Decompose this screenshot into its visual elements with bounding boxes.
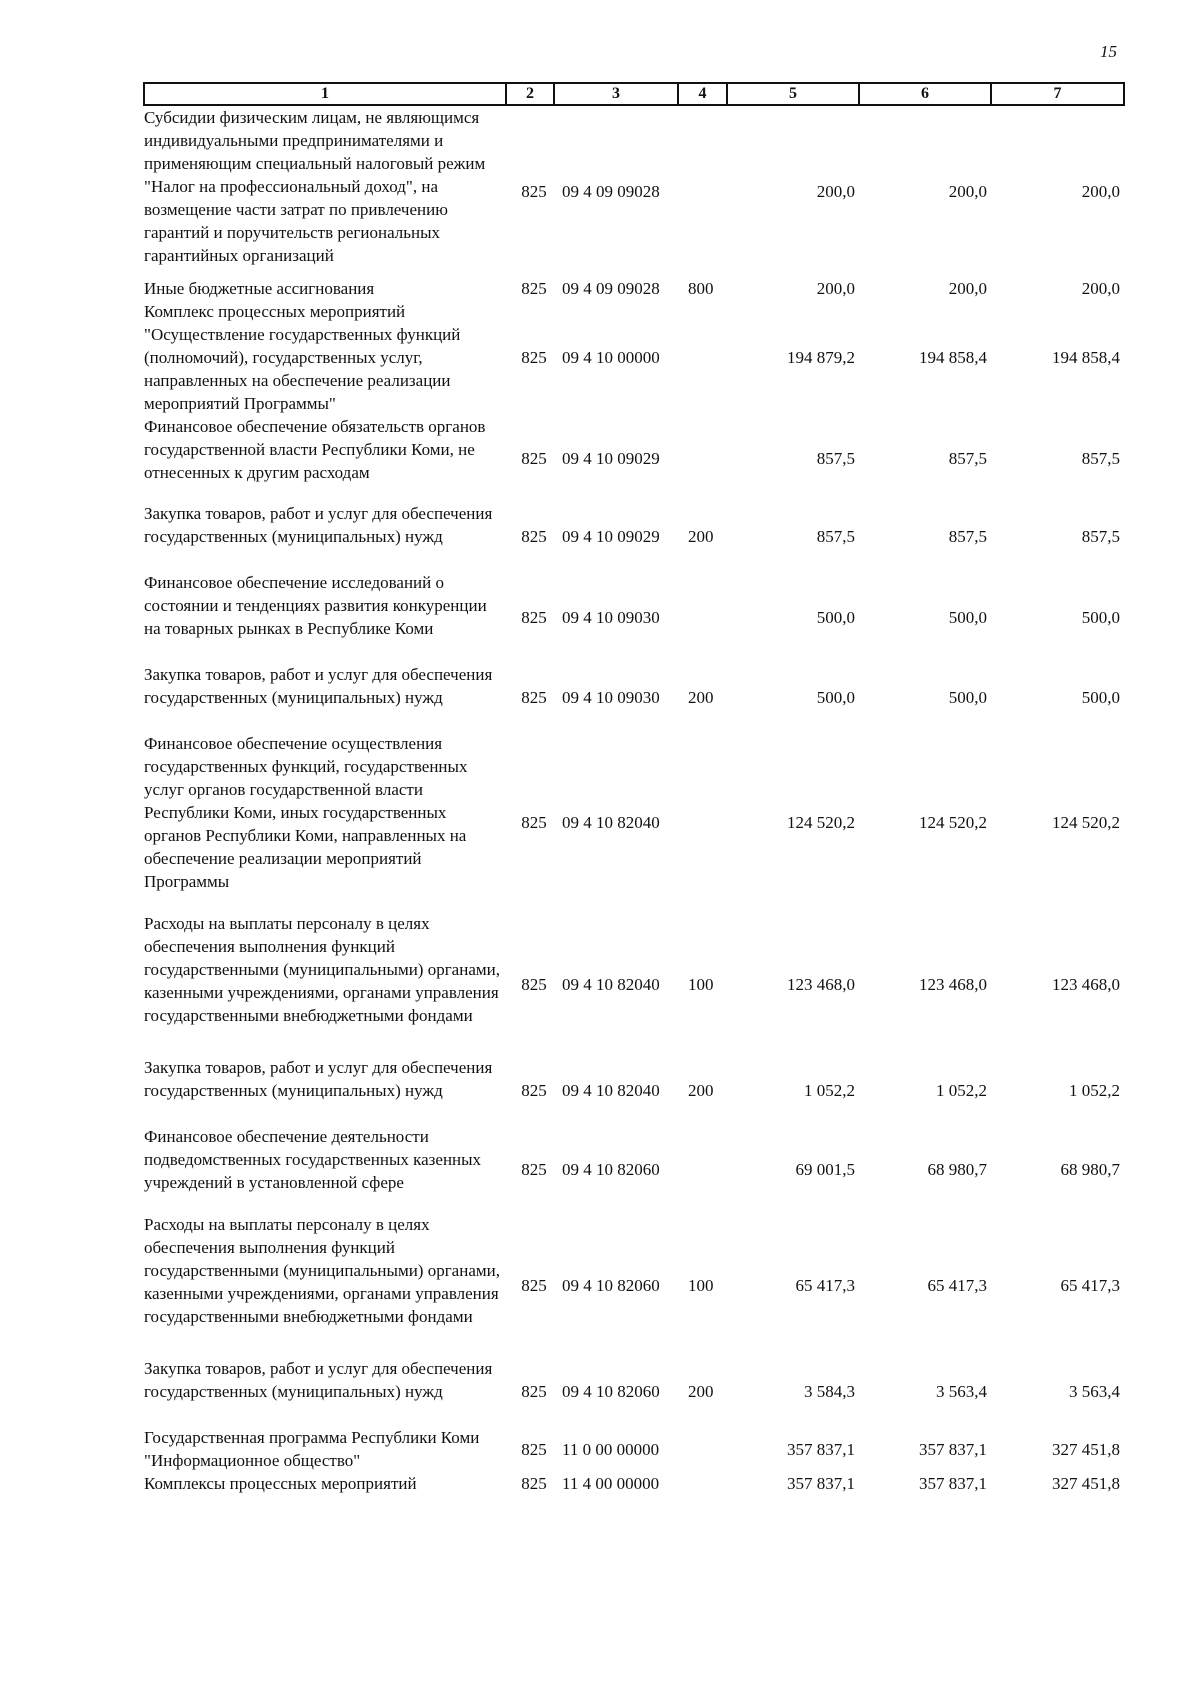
row-name: Расходы на выплаты персоналу в целях обеспечения выполнения функций государственными (муниципальными) органами, казенными учреждениями, органами управления государственными внебюджетными фондами — [144, 1215, 500, 1326]
column-header: 2 — [506, 83, 554, 105]
row-name: Закупка товаров, работ и услуг для обеспечения государственных (муниципальных) нужд — [144, 1359, 493, 1401]
row-vr-code: 200 — [688, 527, 714, 546]
row-csr-code: 09 4 10 09030 — [562, 607, 660, 627]
row-name: Финансовое обеспечение исследований о состоянии и тенденциях развития конкуренции на товарных рынках в Республике Коми — [144, 573, 487, 638]
row-name: Закупка товаров, работ и услуг для обеспечения государственных (муниципальных) нужд — [144, 665, 493, 707]
row-csr-code: 09 4 10 00000 — [562, 348, 660, 367]
row-value-col5: 200,0 — [816, 182, 855, 201]
row-name: Финансовое обеспечение осуществления государственных функций, государственных услуг органов государственной власти Республики Коми, иных государственных органов Республики Коми, направленных на обеспечение реализации мероприятий Программы — [144, 734, 468, 891]
row-gr-code: 825 — [521, 449, 547, 468]
table-row — [144, 502, 1124, 571]
row-gr-code: 825 — [521, 1159, 547, 1179]
row-csr-code: 09 4 10 82060 — [562, 1159, 660, 1179]
table-row — [144, 300, 1124, 415]
row-value-col6: 200,0 — [948, 279, 987, 298]
row-gr-code: 825 — [521, 974, 547, 994]
row-value-col6: 500,0 — [948, 688, 987, 707]
table-header-row — [144, 83, 1124, 105]
row-name: Финансовое обеспечение обязательств органов государственной власти Республики Коми, не отнесенных к другим расходам — [144, 417, 486, 482]
row-value-col6: 124 520,2 — [919, 812, 987, 832]
row-gr-code: 825 — [521, 1275, 547, 1295]
row-value-col7: 68 980,7 — [1060, 1159, 1120, 1179]
row-value-col6: 1 052,2 — [936, 1081, 987, 1100]
page-number: 15 — [1100, 42, 1117, 61]
column-header: 5 — [727, 83, 859, 105]
row-name: Комплексы процессных мероприятий — [144, 1474, 417, 1493]
row-value-col5: 857,5 — [816, 449, 855, 468]
row-value-col7: 857,5 — [1081, 527, 1120, 546]
row-value-col7: 123 468,0 — [1052, 974, 1120, 994]
row-csr-code: 09 4 10 82040 — [562, 812, 660, 832]
row-csr-code: 11 0 00 00000 — [562, 1439, 660, 1459]
row-csr-code: 09 4 10 82060 — [562, 1275, 660, 1295]
row-vr-code — [678, 105, 727, 277]
row-name: Финансовое обеспечение деятельности подведомственных государственных казенных учреждений в установленной сфере — [144, 1127, 482, 1192]
row-value-col6: 200,0 — [948, 182, 987, 201]
table-row — [144, 912, 1124, 1056]
row-name: Расходы на выплаты персоналу в целях обеспечения выполнения функций государственными (муниципальными) органами, казенными учреждениями, органами управления государственными внебюджетными фондами — [144, 914, 500, 1025]
row-vr-code — [678, 300, 727, 415]
row-name: Комплекс процессных мероприятий "Осуществление государственных функций (полномочий), государственных услуг, направленных на обеспечение реализации мероприятий Программы" — [144, 302, 461, 413]
row-value-col7: 124 520,2 — [1052, 812, 1120, 832]
column-header: 3 — [554, 83, 678, 105]
column-header: 1 — [144, 83, 506, 105]
row-value-col7: 194 858,4 — [1052, 348, 1120, 367]
row-value-col5: 123 468,0 — [787, 974, 855, 994]
row-vr-code: 200 — [688, 1081, 714, 1100]
row-value-col7: 65 417,3 — [1060, 1275, 1120, 1295]
row-gr-code: 825 — [521, 688, 547, 707]
row-value-col7: 3 563,4 — [1069, 1382, 1120, 1401]
row-value-col7: 327 451,8 — [1052, 1439, 1120, 1459]
row-value-col5: 3 584,3 — [804, 1382, 855, 1401]
row-vr-code — [678, 415, 727, 502]
row-name: Государственная программа Республики Коми "Информационное общество" — [144, 1428, 480, 1470]
row-value-col6: 194 858,4 — [919, 348, 987, 367]
row-value-col7: 200,0 — [1081, 279, 1120, 298]
row-vr-code — [678, 1125, 727, 1213]
row-value-col7: 327 451,8 — [1052, 1474, 1120, 1493]
row-value-col6: 357 837,1 — [919, 1474, 987, 1493]
column-header: 4 — [678, 83, 727, 105]
row-value-col5: 65 417,3 — [795, 1275, 855, 1295]
row-value-col7: 500,0 — [1081, 607, 1120, 627]
table-row — [144, 1472, 1124, 1495]
row-csr-code: 11 4 00 00000 — [562, 1474, 660, 1493]
row-value-col5: 857,5 — [816, 527, 855, 546]
row-name: Закупка товаров, работ и услуг для обеспечения государственных (муниципальных) нужд — [144, 504, 493, 546]
row-name: Иные бюджетные ассигнования — [144, 279, 375, 298]
row-gr-code: 825 — [521, 348, 547, 367]
row-gr-code: 825 — [521, 812, 547, 832]
row-gr-code: 825 — [521, 1474, 547, 1493]
row-name: Закупка товаров, работ и услуг для обеспечения государственных (муниципальных) нужд — [144, 1058, 493, 1100]
row-csr-code: 09 4 10 82060 — [562, 1382, 660, 1401]
row-value-col5: 69 001,5 — [795, 1159, 855, 1179]
row-vr-code — [678, 1426, 727, 1472]
row-csr-code: 09 4 10 09029 — [562, 449, 660, 468]
row-gr-code: 825 — [521, 527, 547, 546]
row-vr-code: 200 — [688, 688, 714, 707]
row-name: Субсидии физическим лицам, не являющимся индивидуальными предпринимателями и применяющим специальный налоговый режим "Налог на профессиональный доход", на возмещение части затрат по привлечению гарантий и поручительств региональных гарантийных организаций — [144, 108, 486, 265]
row-vr-code: 800 — [688, 279, 714, 298]
row-gr-code: 825 — [521, 279, 547, 298]
table-row — [144, 1357, 1124, 1426]
column-header: 6 — [859, 83, 991, 105]
row-csr-code: 09 4 09 09028 — [562, 182, 660, 201]
row-value-col5: 500,0 — [816, 688, 855, 707]
row-value-col5: 1 052,2 — [804, 1081, 855, 1100]
row-csr-code: 09 4 10 82040 — [562, 974, 660, 994]
row-value-col5: 194 879,2 — [787, 348, 855, 367]
row-value-col7: 1 052,2 — [1069, 1081, 1120, 1100]
row-csr-code: 09 4 09 09028 — [562, 279, 660, 298]
row-value-col6: 123 468,0 — [919, 974, 987, 994]
table-row — [144, 1213, 1124, 1357]
table-row — [144, 105, 1124, 277]
row-vr-code: 100 — [688, 1275, 714, 1295]
row-value-col5: 357 837,1 — [787, 1474, 855, 1493]
column-header: 7 — [991, 83, 1124, 105]
row-gr-code: 825 — [521, 182, 547, 201]
row-value-col7: 500,0 — [1081, 688, 1120, 707]
row-gr-code: 825 — [521, 1439, 547, 1459]
row-vr-code: 200 — [688, 1382, 714, 1401]
row-value-col5: 357 837,1 — [787, 1439, 855, 1459]
row-value-col5: 124 520,2 — [787, 812, 855, 832]
row-csr-code: 09 4 10 82040 — [562, 1081, 660, 1100]
row-value-col6: 500,0 — [948, 607, 987, 627]
row-value-col7: 857,5 — [1081, 449, 1120, 468]
row-vr-code — [678, 571, 727, 663]
row-value-col5: 200,0 — [816, 279, 855, 298]
row-value-col7: 200,0 — [1081, 182, 1120, 201]
table-row — [144, 1125, 1124, 1213]
row-value-col5: 500,0 — [816, 607, 855, 627]
table-row — [144, 277, 1124, 300]
row-vr-code — [678, 1472, 727, 1495]
row-value-col6: 3 563,4 — [936, 1382, 987, 1401]
row-gr-code: 825 — [521, 607, 547, 627]
row-gr-code: 825 — [521, 1382, 547, 1401]
row-value-col6: 65 417,3 — [927, 1275, 987, 1295]
table-row — [144, 663, 1124, 732]
budget-table — [143, 82, 1125, 1495]
table-row — [144, 1056, 1124, 1125]
table-row — [144, 732, 1124, 912]
row-value-col6: 857,5 — [948, 449, 987, 468]
row-vr-code: 100 — [688, 974, 714, 994]
row-csr-code: 09 4 10 09030 — [562, 688, 660, 707]
table-row — [144, 415, 1124, 502]
row-gr-code: 825 — [521, 1081, 547, 1100]
row-vr-code — [678, 732, 727, 912]
row-value-col6: 357 837,1 — [919, 1439, 987, 1459]
row-csr-code: 09 4 10 09029 — [562, 527, 660, 546]
row-value-col6: 857,5 — [948, 527, 987, 546]
table-row — [144, 1426, 1124, 1472]
row-value-col6: 68 980,7 — [927, 1159, 987, 1179]
table-row — [144, 571, 1124, 663]
